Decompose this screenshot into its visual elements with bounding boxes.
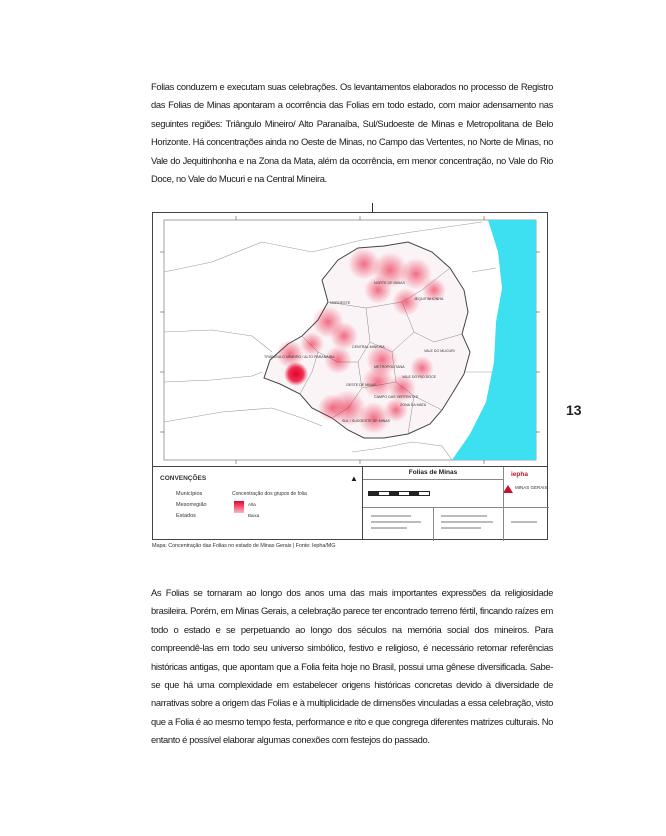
scale-bar [368,491,430,496]
minas-gerais-logo-icon [503,485,513,493]
titleblock-text-line [371,515,411,517]
map-legend [152,466,362,540]
label-mucuri: VALE DO MUCURI [424,349,455,353]
label-rio-doce: VALE DO RIO DOCE [402,375,437,379]
label-triangulo: TRIÂNGULO MINEIRO / ALTO PARANAÍBA [264,355,335,359]
legend-item-municipios: Municípios [176,491,203,497]
figure-caption: Mapa: Concentração das Folias no estado de Minas Gerais | Fonte: Iepha/MG [152,543,336,549]
minas-gerais-logo-text: MINAS GERAIS [515,485,548,490]
label-oeste: OESTE DE MINAS [346,383,377,387]
legend-gradient-low: Baixa [248,513,260,518]
label-norte: NORTE DE MINAS [374,281,405,285]
label-zona-mata: ZONA DA MATA [400,403,427,407]
label-central: CENTRAL MINEIRA [352,345,385,349]
north-arrow-icon: ▲ [350,474,358,483]
titleblock-text-line [511,521,537,523]
titleblock-rule [363,507,549,508]
titleblock-text-line [441,515,487,517]
label-metropolitana: METROPOLITANA [374,365,405,369]
titleblock-title: Folias de Minas [408,469,458,476]
map-titleblock [362,466,548,540]
label-noroeste: NOROESTE [330,301,351,305]
label-vertentes: CAMPO DAS VERTENTES [374,395,419,399]
legend-gradient-swatch [234,501,244,513]
legend-gradient-title: Concentração dos grupos de folia [232,491,307,497]
titleblock-text-line [441,527,481,529]
iepha-logo: iepha [511,471,528,478]
titleblock-divider [503,467,504,507]
legend-title: CONVENÇÕES [160,475,207,482]
legend-item-mesorregiao: Mesorregião [176,502,207,508]
legend-item-estados: Estados [176,513,196,519]
legend-gradient-high: Alta [248,502,256,507]
titleblock-text-line [441,521,493,523]
titleblock-divider [433,507,434,541]
page-number: 13 [566,402,582,418]
titleblock-rule [363,479,503,480]
body-paragraph-2: As Folias se tornaram ao longo dos anos uma das mais importantes expressões da religiosidade brasileira. Porém, em Minas Gerais, a celebração parece ter encontrado terreno fértil, fincando raízes em todo o estado e se perpetuando ao longo dos séculos na memória social dos mineiros. Para compreendê-las em todo seu universo simbólico, festivo e religioso, é necessário retomar referências históricas antigas, que apontam que a Folia feita hoje no Brasil, possui uma gênese diversificada. Sabe-se que há uma complexidade em estabelecer origens históricas concretas devido à diversidade de narrativas sobre a origem das Folias e à multiplicidade de dimensões vinculadas a essa celebração, visto que a Folia é ao mesmo tempo festa, performance e rito e que congrega diferentes matrizes culturais. No entanto é possível elaborar algumas conexões com festejos do passado. [151,587,553,746]
label-sul: SUL / SUDOESTE DE MINAS [342,419,390,423]
body-paragraph-1: Folias conduzem e executam suas celebrações. Os levantamentos elaborados no processo de Registro das Folias de Minas apontaram a ocorrência das Folias em todo estado, com maior adensamento nas seguintes regiões: Triângulo Mineiro/ Alto Paranaíba, Sul/Sudoeste de Minas e Metropolitana de Belo Horizonte. Há concentrações ainda no Oeste de Minas, no Campo das Vertentes, no Norte de Minas, no Vale do Jequitinhonha e na Zona da Mata, além da ocorrência, em menor concentração, no Vale do Rio Doce, no Vale do Mucuri e na Central Mineira. [151,81,553,185]
label-jequitinhonha: JEQUITINHONHA [414,297,444,301]
titleblock-text-line [371,527,407,529]
map-canvas [152,212,548,467]
titleblock-text-line [371,521,421,523]
titleblock-divider [503,507,504,541]
